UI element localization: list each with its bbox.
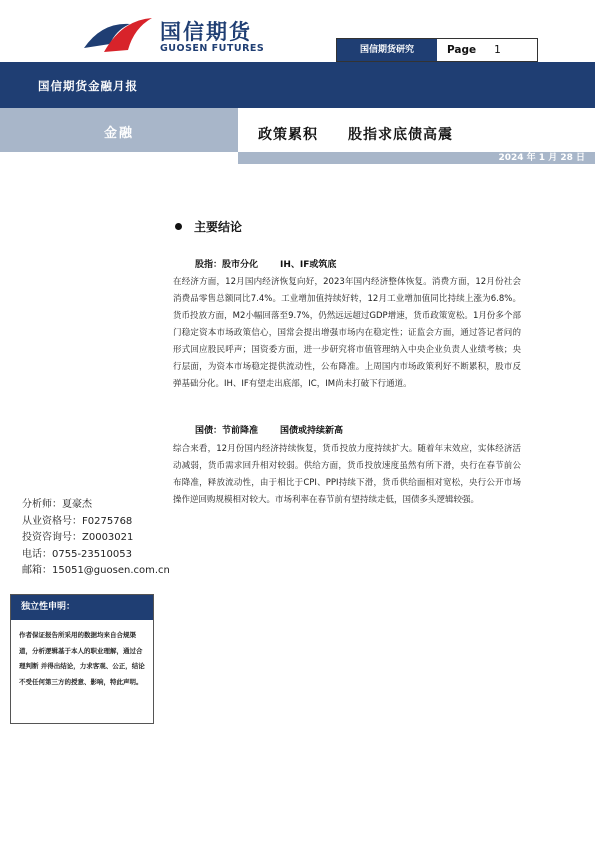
section-heading	[175, 218, 242, 235]
bond-subheading	[195, 423, 343, 436]
category-label: 金融	[103, 126, 134, 141]
analyst-name: 分析师：夏豪杰	[22, 499, 92, 510]
report-date: 2024 年 1 月 28 日	[498, 153, 585, 163]
report-banner	[0, 64, 595, 108]
phone-number: 电话：0755-23510053	[22, 548, 132, 560]
logo-text-en: GUOSEN FUTURES	[160, 43, 265, 54]
banner-title: 国信期货金融月报	[38, 79, 138, 93]
report-title	[258, 124, 453, 144]
advisory-number: 投资咨询号：Z0003021	[22, 532, 134, 543]
category-box	[0, 108, 238, 152]
page-indicator	[336, 38, 538, 62]
report-title-part1: 政策累积	[258, 127, 318, 143]
bond-paragraph: 综合来看，12月份国内经济持续恢复，货币投放力度持续扩大。随着年末效应，实体经济活动减弱，货币需求回升相对较弱。供给方面，货币投放速度虽然有所下滑，央行在春节前公布降准，释放流动性，由于相比于CPI、PPI持续下滑，货币供给面相对宽松，央行公开市场操作逆回购规模相对较大。市场利率在春节前有望持续走低，国债多头逻辑较强。	[173, 444, 521, 505]
bullet-icon	[175, 223, 182, 230]
page-word: Page	[447, 44, 477, 56]
logo-mark-icon	[82, 14, 154, 56]
email-address: 邮箱：15051@guosen.com.cn	[22, 565, 170, 576]
stock-subheading	[195, 257, 336, 270]
statement-title: 独立性申明：	[11, 595, 153, 620]
report-title-part2: 股指求底债高震	[348, 127, 453, 143]
independence-statement	[10, 594, 154, 724]
statement-text: 作者保证报告所采用的数据均来自合规渠道，分析逻辑基于本人的职业理解，通过合理判断 并得出结论，力求客观、公正，结论不受任何第三方的授意、影响，特此声明。	[19, 631, 145, 686]
page-label	[447, 39, 501, 61]
bond-heading-b: 国债或持续新高	[280, 426, 344, 436]
guosen-logo	[82, 14, 267, 58]
license-number: 从业资格号：F0275768	[22, 515, 133, 527]
stock-heading-a: 股指：股市分化	[195, 260, 259, 270]
analyst-info	[22, 497, 172, 580]
date-bar	[238, 152, 595, 164]
stock-heading-b: IH、IF或筑底	[280, 260, 337, 270]
stock-paragraph: 在经济方面，12月国内经济恢复向好，2023年国内经济整体恢复。消费方面，12月份社会消费品零售总额同比7.4%。工业增加值持续好转，12月工业增加值同比持续上涨为6.8%。货币投放方面，M2小幅回落至9.7%，仍然远远超过GDP增速，货币政策宽松。1月份多个部门稳定资本市场政策信心，国常会提出增强市场内在稳定性；证监会方面，通过答记者问的形式回应股民呼声；国资委方面，进一步研究将市值管理纳入中央企业负责人业绩考核；央行层面，为资本市场稳定提供流动性，公布降准。上周国内市场政策利好不断累积，股市反弹基础分化。IH、IF有望走出底部，IC，IM尚未打破下行通道。	[173, 277, 521, 389]
logo-text-cn: 国信期货	[160, 19, 252, 44]
page-number: 1	[494, 44, 501, 56]
bond-heading-a: 国债：节前降准	[195, 426, 259, 436]
section-title: 主要结论	[194, 220, 243, 234]
research-label: 国信期货研究	[337, 39, 437, 61]
